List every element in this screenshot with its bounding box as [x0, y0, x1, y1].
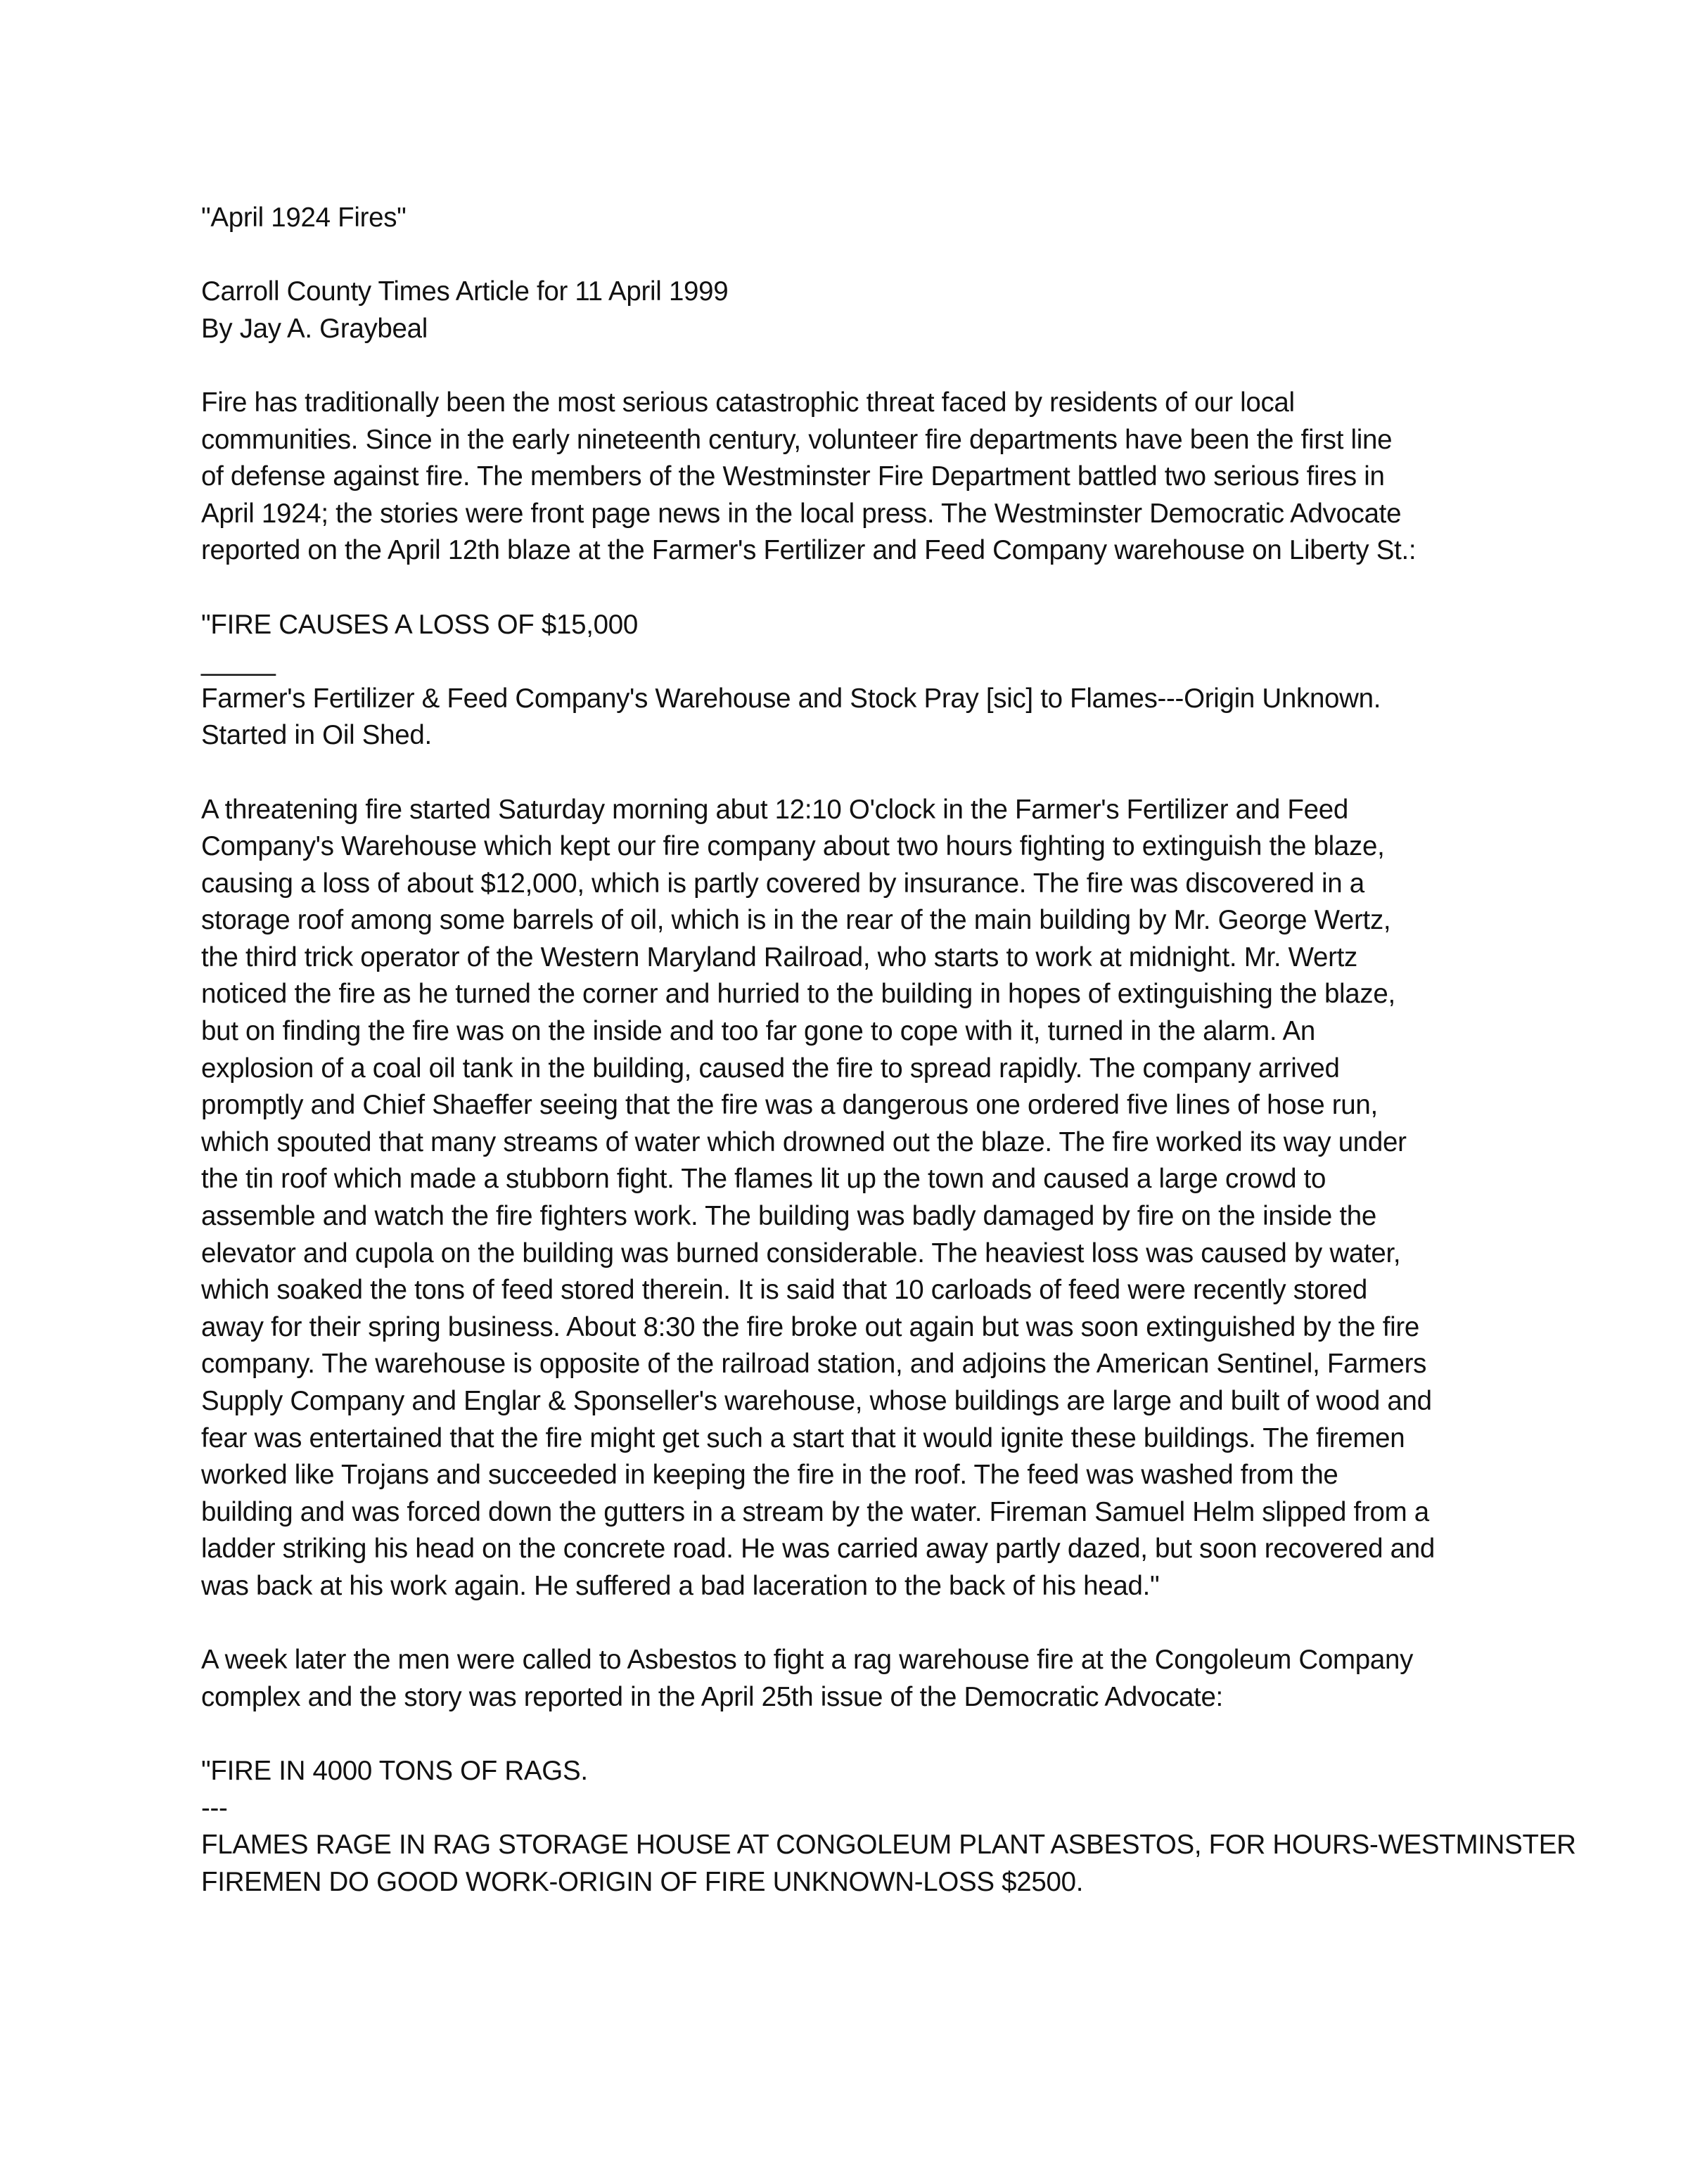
- body-line: explosion of a coal oil tank in the building, caused the fire to spread rapidly. The company arrived: [201, 1053, 1340, 1084]
- intro-line: communities. Since in the early nineteenth century, volunteer fire departments have been the first line: [201, 424, 1393, 455]
- intro-line: of defense against fire. The members of the Westminster Fire Department battled two serious fires in: [201, 461, 1385, 492]
- subhead-line: FLAMES RAGE IN RAG STORAGE HOUSE AT CONGOLEUM PLANT ASBESTOS, FOR HOURS-WESTMINSTER: [201, 1830, 1576, 1861]
- body-line: storage roof among some barrels of oil, which is in the rear of the main building by Mr. George Wertz,: [201, 905, 1391, 936]
- body-line: fear was entertained that the fire might get such a start that it would ignite these buildings. The firemen: [201, 1422, 1405, 1453]
- body-line: promptly and Chief Shaeffer seeing that the fire was a dangerous one ordered five lines of hose run,: [201, 1090, 1378, 1121]
- article2-headline: "FIRE IN 4000 TONS OF RAGS.: [201, 1755, 588, 1786]
- transition-line: A week later the men were called to Asbestos to fight a rag warehouse fire at the Congoleum Company: [201, 1645, 1414, 1676]
- intro-line: reported on the April 12th blaze at the Farmer's Fertilizer and Feed Company warehouse on Liberty St.:: [201, 535, 1417, 566]
- body-line: ladder striking his head on the concrete road. He was carried away partly dazed, but soon recovered and: [201, 1534, 1435, 1565]
- body-line: worked like Trojans and succeeded in keeping the fire in the roof. The feed was washed from the: [201, 1460, 1338, 1491]
- spacer: [201, 754, 1509, 792]
- body-line: away for their spring business. About 8:30 the fire broke out again but was soon extinguished by the fire: [201, 1311, 1420, 1342]
- body-line: company. The warehouse is opposite of the railroad station, and adjoins the American Sentinel, Farmers: [201, 1349, 1427, 1380]
- spacer: [201, 1716, 1509, 1753]
- body-line: the third trick operator of the Western Maryland Railroad, who starts to work at midnight. Mr. Wertz: [201, 942, 1357, 972]
- body-line: noticed the fire as he turned the corner and hurried to the building in hopes of extinguishing the blaze,: [201, 979, 1395, 1010]
- body-line: Supply Company and Englar & Sponseller's warehouse, whose buildings are large and built of wood and: [201, 1386, 1432, 1416]
- body-line: A threatening fire started Saturday morning abut 12:10 O'clock in the Farmer's Fertilizer and Feed: [201, 794, 1348, 825]
- source-line: Carroll County Times Article for 11 April 1999: [201, 276, 729, 307]
- spacer: [201, 1605, 1509, 1643]
- body-line: which soaked the tons of feed stored therein. It is said that 10 carloads of feed were recently stored: [201, 1275, 1367, 1306]
- body-line: the tin roof which made a stubborn fight. The flames lit up the town and caused a large crowd to: [201, 1164, 1326, 1195]
- body-line: was back at his work again. He suffered a bad laceration to the back of his head.": [201, 1570, 1160, 1601]
- article-text: [201, 200, 1576, 1901]
- transition-paragraph: [201, 1642, 1509, 1716]
- subhead-line: Farmer's Fertilizer & Feed Company's Warehouse and Stock Pray [sic] to Flames---Origin Unknown.: [201, 683, 1381, 714]
- body-line: causing a loss of about $12,000, which is partly covered by insurance. The fire was discovered in a: [201, 868, 1364, 899]
- intro-paragraph: [201, 385, 1509, 570]
- body-line: but on finding the fire was on the inside and too far gone to cope with it, turned in the alarm. An: [201, 1016, 1316, 1047]
- transition-line: complex and the story was reported in the April 25th issue of the Democratic Advocate:: [201, 1681, 1223, 1712]
- body-line: building and was forced down the gutters in a stream by the water. Fireman Samuel Helm slipped from a: [201, 1496, 1429, 1527]
- body-line: Company's Warehouse which kept our fire company about two hours fighting to extinguish the blaze,: [201, 831, 1385, 862]
- document-title: "April 1924 Fires": [201, 203, 407, 233]
- body-line: elevator and cupola on the building was burned considerable. The heaviest loss was caused by water,: [201, 1238, 1401, 1268]
- body-line: which spouted that many streams of water which drowned out the blaze. The fire worked its way under: [201, 1126, 1407, 1157]
- article2-subhead: [201, 1827, 1576, 1901]
- byline: By Jay A. Graybeal: [201, 313, 428, 344]
- intro-line: April 1924; the stories were front page news in the local press. The Westminster Democratic Advocate: [201, 498, 1402, 529]
- spacer: [201, 347, 1509, 385]
- article1-headline: "FIRE CAUSES A LOSS OF $15,000: [201, 609, 638, 640]
- article1-body: [201, 792, 1509, 1605]
- intro-line: Fire has traditionally been the most serious catastrophic threat faced by residents of our local: [201, 387, 1295, 418]
- spacer: [201, 237, 1509, 274]
- subhead-line: Started in Oil Shed.: [201, 720, 432, 751]
- subhead-line: FIREMEN DO GOOD WORK-ORIGIN OF FIRE UNKNOWN-LOSS $2500.: [201, 1866, 1084, 1897]
- article1-separator: _____: [201, 646, 276, 677]
- article2-separator: ---: [201, 1792, 228, 1823]
- article1-subhead: [201, 681, 1509, 754]
- body-line: assemble and watch the fire fighters work. The building was badly damaged by fire on the inside the: [201, 1201, 1376, 1232]
- spacer: [201, 570, 1509, 607]
